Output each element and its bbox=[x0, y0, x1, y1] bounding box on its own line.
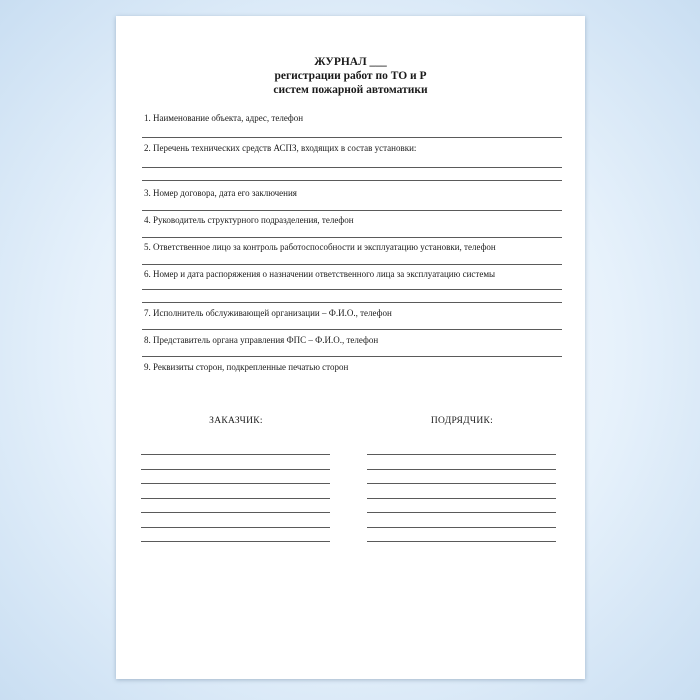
signature-line bbox=[141, 469, 330, 470]
customer-label: ЗАКАЗЧИК: bbox=[209, 416, 263, 426]
item-fps-representative: 8. Представитель органа управления ФПС – Ф.И.О., телефон bbox=[144, 335, 379, 345]
item-responsible-person: 5. Ответственное лицо за контроль работоспособности и эксплуатацию установки, телефон bbox=[144, 242, 496, 252]
journal-page bbox=[116, 16, 585, 679]
fill-line bbox=[142, 180, 562, 181]
fill-line bbox=[142, 329, 562, 330]
fill-line bbox=[142, 237, 562, 238]
signature-line bbox=[141, 454, 330, 455]
journal-title: ЖУРНАЛ ___ bbox=[314, 56, 387, 68]
fill-line bbox=[142, 302, 562, 303]
signature-line bbox=[141, 483, 330, 484]
journal-subtitle-line-2: систем пожарной автоматики bbox=[273, 84, 428, 96]
contractor-label: ПОДРЯДЧИК: bbox=[430, 416, 494, 426]
item-contract-number: 3. Номер договора, дата его заключения bbox=[144, 188, 297, 198]
item-department-head: 4. Руководитель структурного подразделения, телефон bbox=[144, 215, 354, 225]
fill-line bbox=[142, 289, 562, 290]
signature-line bbox=[367, 512, 556, 513]
fill-line bbox=[142, 137, 562, 138]
signature-line bbox=[141, 498, 330, 499]
item-order-number: 6. Номер и дата распоряжения о назначении ответственного лица за эксплуатацию системы bbox=[144, 269, 496, 279]
item-technical-means: 2. Перечень технических средств АСПЗ, входящих в состав установки: bbox=[144, 143, 417, 153]
item-contractor-executor: 7. Исполнитель обслуживающей организации – Ф.И.О., телефон bbox=[144, 308, 392, 318]
fill-line bbox=[142, 356, 562, 357]
signature-line bbox=[141, 527, 330, 528]
journal-subtitle-line-1: регистрации работ по ТО и Р bbox=[274, 70, 427, 82]
signature-line bbox=[367, 483, 556, 484]
fill-line bbox=[142, 210, 562, 211]
signature-line bbox=[367, 541, 556, 542]
item-party-details: 9. Реквизиты сторон, подкрепленные печатью сторон bbox=[144, 362, 349, 372]
item-object-name: 1. Наименование объекта, адрес, телефон bbox=[144, 113, 304, 123]
signature-line bbox=[367, 527, 556, 528]
signature-line bbox=[141, 512, 330, 513]
fill-line bbox=[142, 264, 562, 265]
signature-line bbox=[367, 454, 556, 455]
signature-line bbox=[367, 498, 556, 499]
fill-line bbox=[142, 167, 562, 168]
signature-line bbox=[141, 541, 330, 542]
signature-line bbox=[367, 469, 556, 470]
